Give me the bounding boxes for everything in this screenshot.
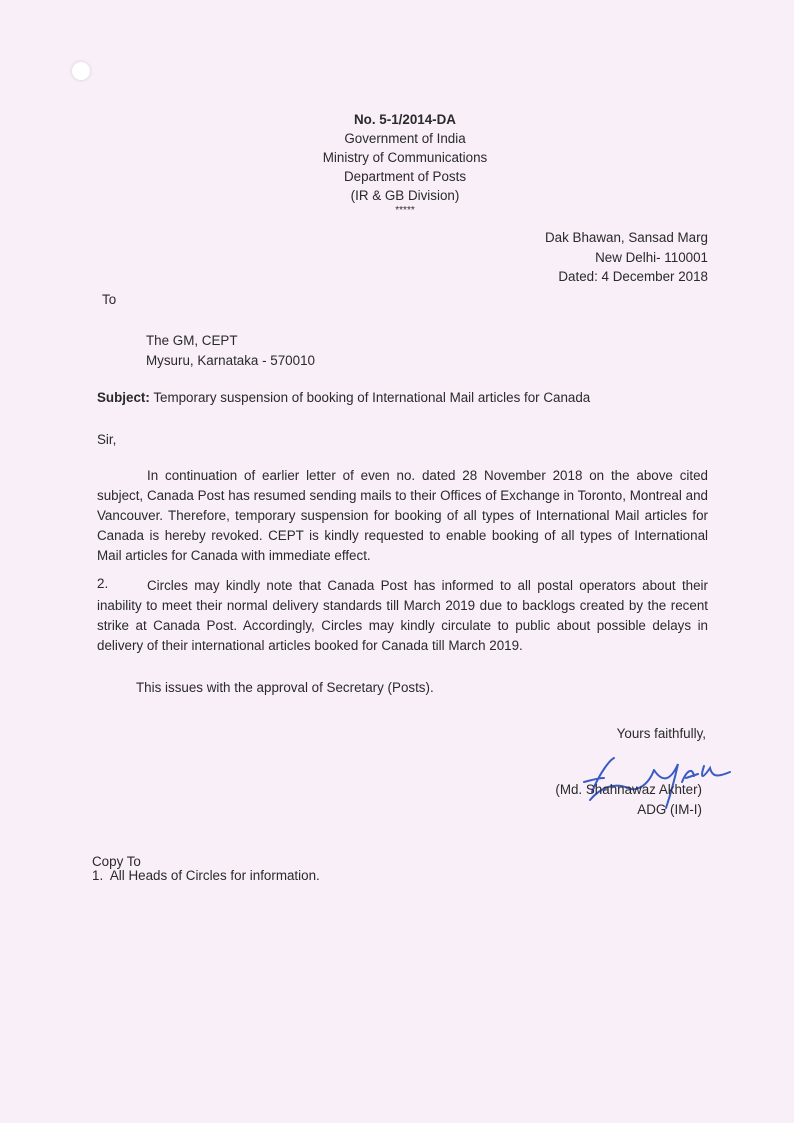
address-line: New Delhi- 110001 [595,249,708,265]
subject-label: Subject: [97,390,150,405]
header-line: Government of India [344,131,466,146]
approval-note: This issues with the approval of Secretary (Posts). [136,680,434,695]
signatory-name: (Md. Shahnawaz Akhter) [555,782,702,797]
signatory-designation: ADG (IM-I) [637,802,702,817]
recipient-name: The GM, CEPT [146,333,238,348]
letter-date: Dated: 4 December 2018 [558,269,708,284]
letter-header [255,110,555,217]
address-line: Dak Bhawan, Sansad Marg [544,230,708,245]
reference-number: No. 5-1/2014-DA [354,112,456,127]
salutation: Sir, [97,432,117,447]
header-line: (IR & GB Division) [350,188,460,203]
copy-to-item: 1. All Heads of Circles for information. [92,868,320,883]
paragraph-number: 2. [97,576,109,591]
header-line: Department of Posts [343,169,467,184]
subject-text: Temporary suspension of booking of International Mail articles for Canada [153,390,591,405]
header-line: Ministry of Communications [322,150,488,165]
paragraph-2: Circles may kindly note that Canada Post has informed to all postal operators about their inability to meet their normal delivery standards till March 2019 due to backlogs created by the recent strike at Canada Post. Accordingly, Circles may kindly circulate to public about possible delays in delivery of their international articles booked for Canada till March 2019. [97,578,708,653]
header-separator: ***** [395,205,415,216]
to-label: To [102,292,117,307]
paragraph-1: In continuation of earlier letter of even no. dated 28 November 2018 on the above cited subject, Canada Post has resumed sending mails to their Offices of Exchange in Toronto, Montreal and Vancouver. Therefore, temporary suspension for booking of all types of International Mail articles for Canada is hereby revoked. CEPT is kindly requested to enable booking of all types of International Mail articles for Canada with immediate effect. [97,468,708,563]
address-block [545,228,708,287]
valediction: Yours faithfully, [616,726,706,741]
recipient-address: Mysuru, Karnataka - 570010 [146,353,315,368]
subject-line [97,390,590,405]
copy-to-label: Copy To [92,854,141,869]
punch-hole [72,62,90,80]
